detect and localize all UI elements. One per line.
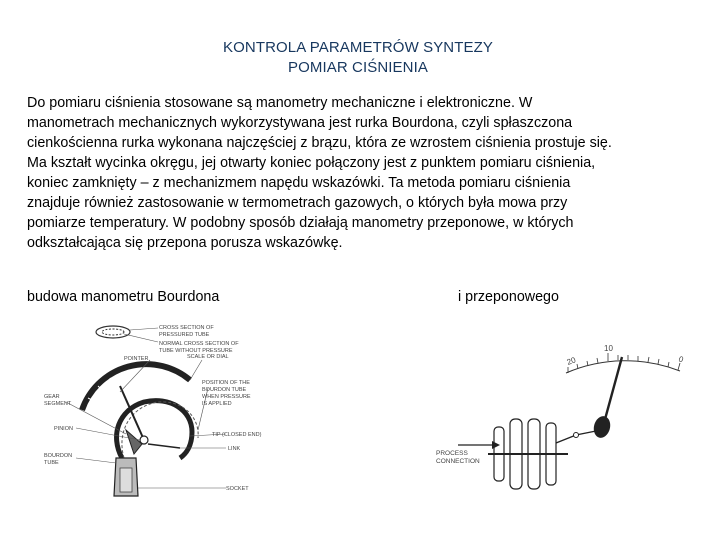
body-line-7: pomiarze temperatury. W podobny sposób działają manometry przeponowe, w których [27, 215, 574, 231]
diaphragm-pointer [604, 357, 622, 423]
diaphragm-gauge-diagram [428, 335, 698, 505]
bourdon-tube [117, 401, 192, 458]
label-position-3: WHEN PRESSURE [202, 394, 251, 400]
title-line-2: POMIAR CIŚNIENIA [288, 59, 428, 76]
pressurized-cross-section [96, 326, 130, 338]
gear-segment [126, 430, 142, 454]
title-line-1: KONTROLA PARAMETRÓW SYNTEZY [223, 39, 493, 56]
label-scale: SCALE OR DIAL [187, 354, 229, 360]
caption-diaphragm: i przeponowego [458, 289, 559, 305]
slide-title [0, 38, 716, 78]
body-line-8: odkształcająca się przepona porusza wskazówkę. [27, 235, 343, 251]
label-gear: GEAR [44, 394, 60, 400]
link [148, 444, 180, 448]
label-position: POSITION OF THE [202, 380, 250, 386]
scale-20: 20 [565, 355, 578, 367]
label-pinion: PINION [54, 426, 73, 432]
bourdon-gauge-diagram [40, 318, 270, 508]
body-line-1: Do pomiaru ciśnienia stosowane są manometry mechaniczne i elektroniczne. W [27, 95, 533, 111]
label-socket: SOCKET [226, 486, 249, 492]
label-normal-cross-2: TUBE WITHOUT PRESSURE [159, 348, 233, 354]
label-bourdon: BOURDON [44, 453, 73, 459]
caption-bourdon: budowa manometru Bourdona [27, 289, 220, 305]
body-paragraph [27, 93, 707, 253]
body-line-4: Ma kształt wycinka okręgu, jej otwarty koniec połączony jest z punktem pomiaru ciśnienia, [27, 155, 596, 171]
label-link: LINK [228, 446, 241, 452]
label-position-2: BOURDON TUBE [202, 387, 247, 393]
label-cross-pressurized-2: PRESSURED TUBE [159, 332, 210, 338]
body-line-2: manometrach mechanicznych wykorzystywana jest rurka Bourdona, czyli spłaszczona [27, 115, 573, 131]
pointer-hub [591, 414, 612, 439]
body-line-5: koniec zamknięty – z mechanizmem napędu wskazówki. Ta metoda pomiaru ciśnienia [27, 175, 571, 191]
diaphragm-scale-ticks [565, 353, 680, 373]
label-connection: CONNECTION [436, 458, 480, 465]
label-bourdon-2: TUBE [44, 460, 59, 466]
body-line-6: znajduje również zastosowanie w termometrach gazowych, o których była mowa przy [27, 195, 568, 211]
scale-0: 0 [677, 354, 685, 365]
pinion [140, 436, 148, 444]
label-position-4: IS APPLIED [202, 401, 232, 407]
normal-cross-section [102, 329, 124, 335]
label-gear-2: SEGMENT [44, 401, 72, 407]
label-normal-cross: NORMAL CROSS SECTION OF [159, 341, 239, 347]
label-process: PROCESS [436, 450, 468, 457]
label-cross-pressurized: CROSS SECTION OF [159, 325, 214, 331]
scale-10: 10 [604, 344, 613, 353]
diaphragm-scale-arc [566, 361, 680, 373]
label-pointer: POINTER [124, 356, 149, 362]
label-tip: TIP (CLOSED END) [212, 432, 262, 438]
body-line-3: cienkościenna rurka wykonana najczęściej z brązu, która ze wzrostem ciśnienia prostuje się. [27, 135, 612, 151]
